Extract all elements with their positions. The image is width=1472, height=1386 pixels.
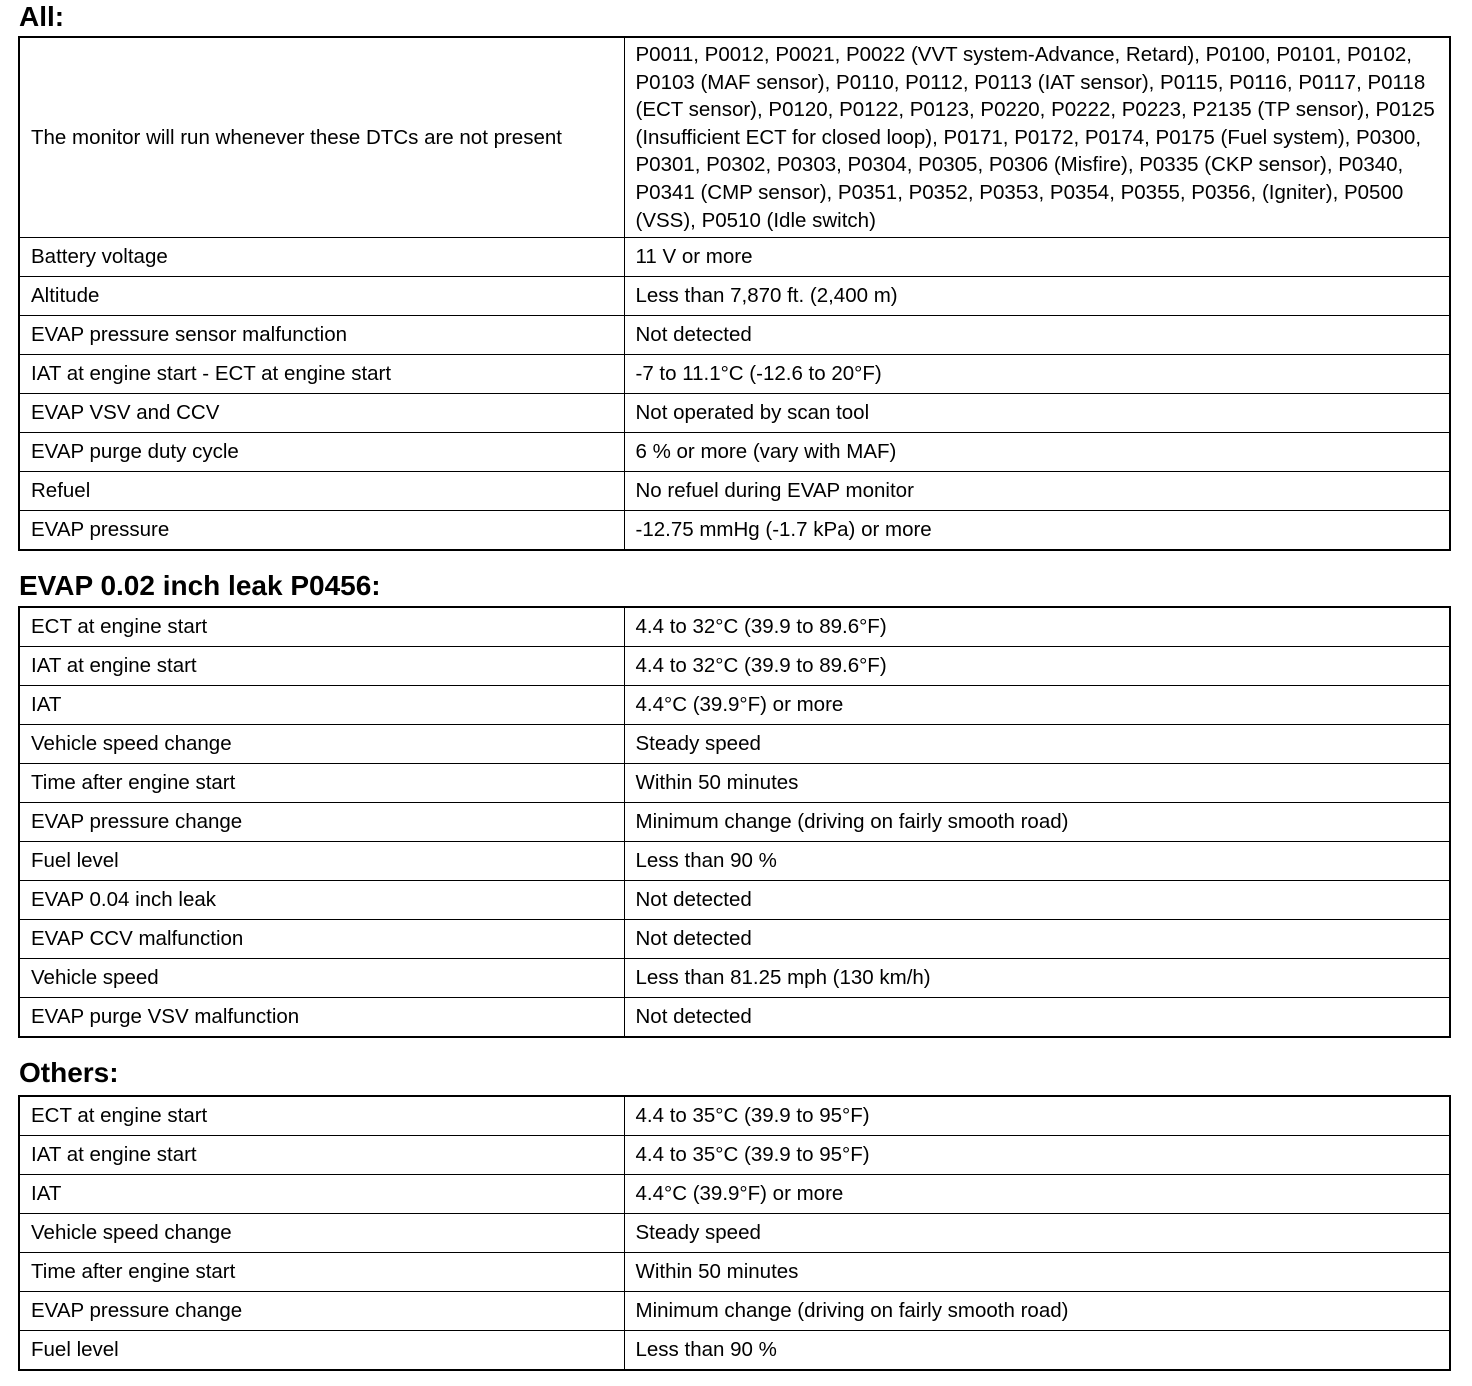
value-cell: Steady speed (624, 725, 1450, 764)
conditions-table-all (18, 36, 1451, 551)
condition-cell: IAT at engine start - ECT at engine start (19, 355, 624, 394)
table-row (19, 394, 1450, 433)
value-cell: 4.4 to 35°C (39.9 to 95°F) (624, 1136, 1450, 1175)
value-cell: 4.4 to 32°C (39.9 to 89.6°F) (624, 607, 1450, 647)
value-cell: Minimum change (driving on fairly smooth road) (624, 803, 1450, 842)
value-cell: -12.75 mmHg (-1.7 kPa) or more (624, 511, 1450, 551)
condition-cell: Battery voltage (19, 238, 624, 277)
condition-cell: EVAP VSV and CCV (19, 394, 624, 433)
conditions-table-others (18, 1095, 1451, 1371)
value-cell: Minimum change (driving on fairly smooth road) (624, 1292, 1450, 1331)
section-heading-others: Others: (19, 1057, 119, 1089)
condition-cell: Vehicle speed change (19, 725, 624, 764)
table-row (19, 316, 1450, 355)
value-cell: 4.4 to 35°C (39.9 to 95°F) (624, 1096, 1450, 1136)
table-row (19, 1331, 1450, 1371)
value-cell: Within 50 minutes (624, 764, 1450, 803)
condition-cell: EVAP pressure (19, 511, 624, 551)
condition-cell: ECT at engine start (19, 1096, 624, 1136)
condition-cell: IAT at engine start (19, 647, 624, 686)
value-cell: No refuel during EVAP monitor (624, 472, 1450, 511)
table-row (19, 433, 1450, 472)
value-cell: Less than 81.25 mph (130 km/h) (624, 959, 1450, 998)
value-cell: P0011, P0012, P0021, P0022 (VVT system-Advance, Retard), P0100, P0101, P0102, P0103 (MAF sensor), P0110, P0112, P0113 (IAT sensor), P0115, P0116, P0117, P0118 (ECT sensor), P0120, P0122, P0123, P0220, P0222, P0223, P2135 (TP sensor), P0125 (Insufficient ECT for closed loop), P0171, P0172, P0174, P0175 (Fuel system), P0300, P0301, P0302, P0303, P0304, P0305, P0306 (Misfire), P0335 (CKP sensor), P0340, P0341 (CMP sensor), P0351, P0352, P0353, P0354, P0355, P0356, (Igniter), P0500 (VSS), P0510 (Idle switch) (624, 37, 1450, 238)
table-row (19, 1292, 1450, 1331)
table-row (19, 355, 1450, 394)
table-row (19, 607, 1450, 647)
table-row (19, 764, 1450, 803)
table-row (19, 647, 1450, 686)
table-row (19, 686, 1450, 725)
condition-cell: The monitor will run whenever these DTCs are not present (19, 37, 624, 238)
table-row (19, 725, 1450, 764)
value-cell: Less than 90 % (624, 1331, 1450, 1371)
condition-cell: IAT (19, 1175, 624, 1214)
condition-cell: EVAP pressure sensor malfunction (19, 316, 624, 355)
condition-cell: ECT at engine start (19, 607, 624, 647)
table-row (19, 959, 1450, 998)
condition-cell: EVAP pressure change (19, 803, 624, 842)
table-row (19, 920, 1450, 959)
table-row (19, 511, 1450, 551)
table-row (19, 881, 1450, 920)
section-heading-all: All: (19, 1, 65, 32)
table-row (19, 1136, 1450, 1175)
table-row (19, 803, 1450, 842)
condition-cell: Fuel level (19, 1331, 624, 1371)
value-cell: Less than 90 % (624, 842, 1450, 881)
value-cell: Not detected (624, 316, 1450, 355)
table-row (19, 998, 1450, 1038)
table-row (19, 1096, 1450, 1136)
condition-cell: Time after engine start (19, 1253, 624, 1292)
table-row (19, 238, 1450, 277)
document-page (18, 0, 1449, 1371)
condition-cell: Fuel level (19, 842, 624, 881)
condition-cell: Refuel (19, 472, 624, 511)
table-row (19, 37, 1450, 238)
condition-cell: EVAP purge VSV malfunction (19, 998, 624, 1038)
value-cell: 4.4°C (39.9°F) or more (624, 1175, 1450, 1214)
table-row (19, 1175, 1450, 1214)
condition-cell: Time after engine start (19, 764, 624, 803)
condition-cell: IAT (19, 686, 624, 725)
table-row (19, 277, 1450, 316)
table-row (19, 842, 1450, 881)
section-heading-p0456: EVAP 0.02 inch leak P0456: (19, 570, 381, 602)
condition-cell: Vehicle speed change (19, 1214, 624, 1253)
condition-cell: IAT at engine start (19, 1136, 624, 1175)
value-cell: 6 % or more (vary with MAF) (624, 433, 1450, 472)
condition-cell: EVAP pressure change (19, 1292, 624, 1331)
condition-cell: EVAP CCV malfunction (19, 920, 624, 959)
condition-cell: EVAP purge duty cycle (19, 433, 624, 472)
value-cell: Not detected (624, 998, 1450, 1038)
value-cell: Steady speed (624, 1214, 1450, 1253)
value-cell: Less than 7,870 ft. (2,400 m) (624, 277, 1450, 316)
value-cell: Not detected (624, 881, 1450, 920)
value-cell: Within 50 minutes (624, 1253, 1450, 1292)
conditions-table-p0456 (18, 606, 1451, 1038)
table-row (19, 1214, 1450, 1253)
table-row (19, 472, 1450, 511)
value-cell: 11 V or more (624, 238, 1450, 277)
condition-cell: Vehicle speed (19, 959, 624, 998)
table-row (19, 1253, 1450, 1292)
condition-cell: Altitude (19, 277, 624, 316)
value-cell: 4.4°C (39.9°F) or more (624, 686, 1450, 725)
value-cell: Not operated by scan tool (624, 394, 1450, 433)
value-cell: Not detected (624, 920, 1450, 959)
condition-cell: EVAP 0.04 inch leak (19, 881, 624, 920)
value-cell: -7 to 11.1°C (-12.6 to 20°F) (624, 355, 1450, 394)
value-cell: 4.4 to 32°C (39.9 to 89.6°F) (624, 647, 1450, 686)
